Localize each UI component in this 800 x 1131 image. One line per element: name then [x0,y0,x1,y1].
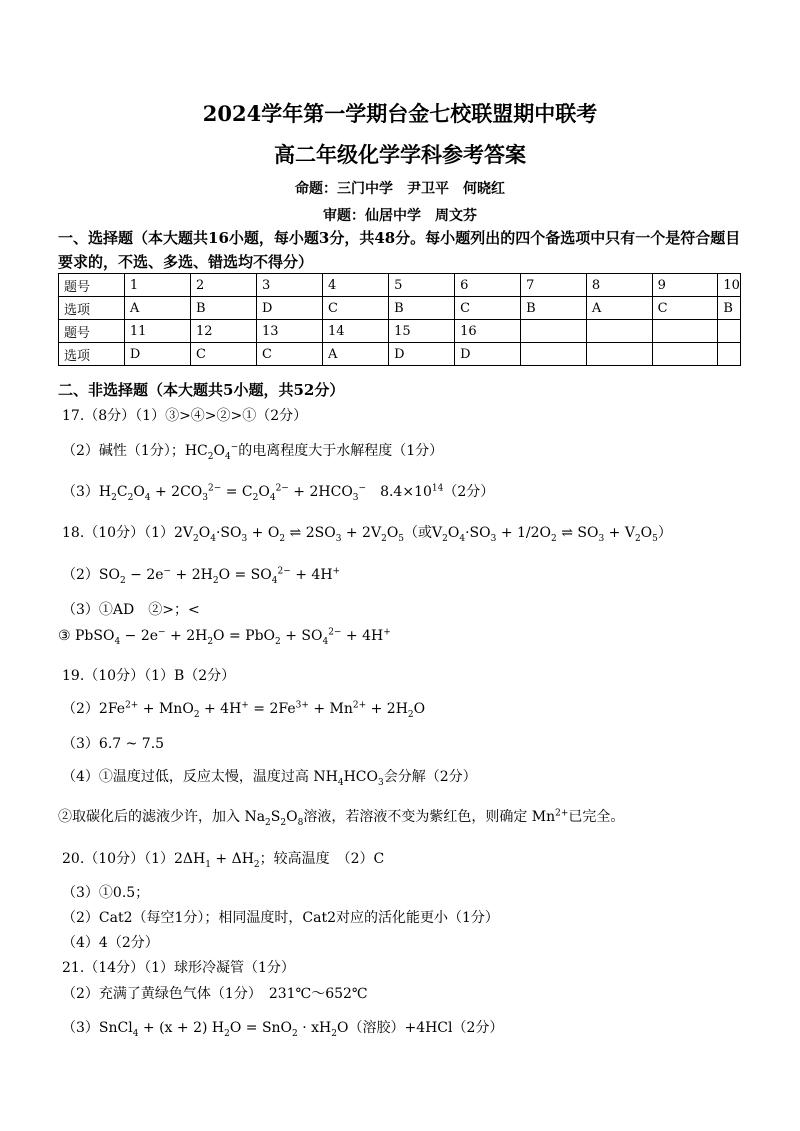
answer-cell: B [718,297,741,320]
row-label-cell: 选项 [59,343,125,366]
answer-cell: B [521,297,587,320]
reviewer-credit [0,205,800,225]
answer-cell: B [389,297,455,320]
q18-part2: $(2)SO_2 - 2e^- + 2H_2O = SO_4^{2-} + 4H^+$ [62,566,341,586]
answer-cell: A [586,297,652,320]
q20-part2: （3）①0.5； [62,885,150,901]
answer-cell: 6 [455,274,521,297]
answer-cell: 15 [389,320,455,343]
answer-cell: C [323,297,389,320]
exam-title: 2024学年第一学期台金七校联盟期中联考 [202,101,598,126]
q21-part1: 21.（14分）（1）球形冷凝管（1分） [62,960,295,976]
q17-part1: 17.（8分）（1）③>④>②>①（2分） [62,408,308,424]
author-school: 三门中学 [337,181,393,197]
reviewer-school: 仙居中学 [365,208,421,224]
q19-part1: 19.（10分）（1）B（2分） [62,668,236,684]
reviewer-name: 周文芬 [435,208,477,224]
answer-cell: 13 [256,320,322,343]
table-row [59,274,741,297]
answer-cell: 10 [718,274,741,297]
q18-part4: ③ PbSO$_4$ − $2e^- + 2H_2O = PbO_2 + SO_4^{2-} + 4H^+$ [58,627,391,647]
q18-part1: 18.（10分）$(1)2V_2O_4\cdot SO_3 + O_2$ ⇌ $2SO_3 + 2V_2O_5$（或$V_2O_4\cdot SO_3 + 1/2O_2$ ⇌ $SO_3 + V_2O_5$） [62,525,672,544]
table-row [59,343,741,366]
answer-cell: C [256,343,322,366]
q21-part3: （3）SnCl$_4$ + (x + 2) $H_2O = SnO_2 \cdot xH_2O$（溶胶）+4HCl（2分） [62,1020,504,1039]
answer-cell: D [389,343,455,366]
q20-part4: （4）4（2分） [62,935,159,951]
q20-part1: 20.（10分）$(1)2\Delta H_1 + \Delta H_2$；较高温度 （2）C [62,851,385,870]
answer-cell: 7 [521,274,587,297]
answer-cell [586,343,652,366]
answer-cell: 4 [323,274,389,297]
author-name: 尹卫平 [407,181,449,197]
q19-part3: （3）6.7 ~ 7.5 [62,736,165,752]
answer-cell: 14 [323,320,389,343]
answer-cell: A [323,343,389,366]
answer-cell: 12 [190,320,256,343]
answer-cell [718,320,741,343]
q17-part3: $(3)H_2C_2O_4 + 2CO_3^{2-} = C_2O_4^{2-} + 2HCO_3^-$ $8.4\times 10^{14}(2$分） [62,483,495,503]
answer-cell [521,320,587,343]
section-1-heading: 一、选择题（本大题共16小题，每小题3分，共48分。每小题列出的四个备选项中只有一个是符合题目要求的，不选、多选、错选均不得分） [58,229,741,271]
section-2-heading: 二、非选择题（本大题共5小题，共52分） [58,381,345,399]
answer-cell [718,343,741,366]
author-credit [0,178,800,198]
row-label-cell: 题号 [59,320,125,343]
answer-cell: D [124,343,190,366]
answer-cell: 1 [124,274,190,297]
answer-cell [652,320,718,343]
answer-cell [652,343,718,366]
row-label-cell: 题号 [59,274,125,297]
answer-cell: 5 [389,274,455,297]
choice-answer-table [58,273,741,366]
answer-cell: 8 [586,274,652,297]
q21-part2: （2）充满了黄绿色气体（1分） 231℃～652℃ [62,986,368,1002]
row-label-cell: 选项 [59,297,125,320]
q20-part3: （2）Cat2（每空1分）；相同温度时，Cat2对应的活化能更小（1分） [62,910,499,926]
table-row [59,297,741,320]
answer-cell [521,343,587,366]
answer-cell: 11 [124,320,190,343]
reviewer-label: 审题： [323,208,365,224]
q19-part2: $(2)2Fe^{2+} + MnO_2 + 4H^+ = 2Fe^{3+} + Mn^{2+} + 2H_2O$ [62,700,426,720]
answer-cell: 16 [455,320,521,343]
answer-cell: B [190,297,256,320]
answer-cell: C [652,297,718,320]
answer-key-title: 高二年级化学学科参考答案 [274,142,526,167]
q19-part4: （4）①温度过低，反应太慢，温度过高 $NH_4HCO_3$会分解（2分） [62,769,477,788]
answer-cell: 9 [652,274,718,297]
answer-cell: 2 [190,274,256,297]
answer-cell: D [455,343,521,366]
author-label: 命题： [295,181,337,197]
answer-cell: C [455,297,521,320]
answer-cell: 3 [256,274,322,297]
answer-cell: A [124,297,190,320]
answer-cell [586,320,652,343]
q17-part2: （2）碱性（1分）；$HC_2O_4^-$的电离程度大于水解程度（1分） [62,442,444,462]
answer-cell: C [190,343,256,366]
q19-part5: ②取碳化后的滤液少许，加入 $Na_2S_2O_8$溶液，若溶液不变为紫红色，则确定 $Mn^{2+}$已完全。 [58,808,625,828]
q18-part3: （3）①AD ②>；< [62,602,200,618]
answer-cell: D [256,297,322,320]
table-row [59,320,741,343]
author-name: 何晓红 [463,181,505,197]
